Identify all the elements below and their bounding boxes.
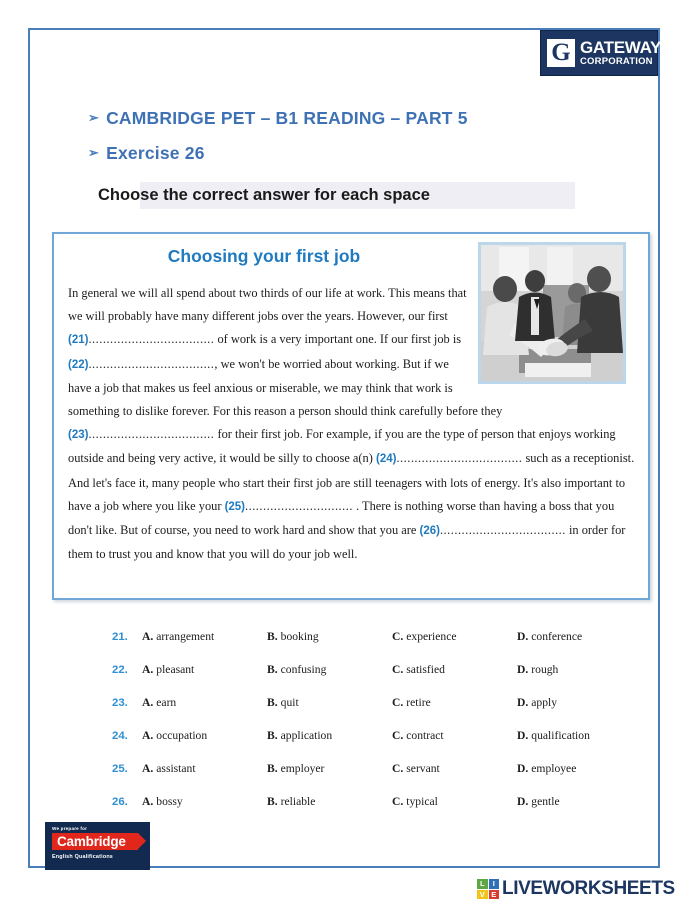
option-word: employer <box>280 762 325 775</box>
gap-number-22: (22) <box>68 358 89 371</box>
question-number-25: 25. <box>112 763 128 775</box>
option-26-a[interactable] <box>142 795 267 808</box>
option-word: conference <box>531 630 583 643</box>
option-word: occupation <box>156 729 208 742</box>
passage-segment: for their first job. For example, if you are the type of person that enjoys working outside and being very active, it would be silly to choose a(n) <box>68 427 616 466</box>
gap-dots-24: ................................... <box>396 451 523 466</box>
option-letter: C. <box>392 630 404 643</box>
gap-dots-25: .............................. <box>245 498 353 513</box>
passage-segment: of work is a very important one. If our first job is <box>214 332 462 347</box>
lw-letter-i: I <box>489 879 500 889</box>
option-23-d[interactable] <box>517 696 642 709</box>
gap-number-24: (24) <box>375 453 397 466</box>
question-number-23: 23. <box>112 697 128 709</box>
option-23-b[interactable] <box>267 696 392 709</box>
option-21-a[interactable] <box>142 630 267 643</box>
answer-row-26 <box>112 795 612 828</box>
option-25-a[interactable] <box>142 762 267 775</box>
option-word: application <box>280 729 333 742</box>
option-letter: D. <box>517 696 529 709</box>
option-letter: D. <box>517 630 529 643</box>
passage-segment: . There is nothing worse than having a boss that you don't like. But of course, you need to work hard and show that you are <box>68 498 615 538</box>
heading-exercise-number <box>88 143 205 164</box>
lw-letter-v: V <box>477 890 488 900</box>
passage-segment: In general we will all spend about two thirds of our life at work. This means that we will probably have many different jobs over the years. However, our first <box>68 286 467 324</box>
cambridge-logo-name: Cambridge <box>57 834 126 849</box>
gateway-corporation-logo <box>540 30 662 76</box>
option-word: booking <box>280 630 319 643</box>
gateway-logo-subtitle: CORPORATION <box>580 56 653 68</box>
option-letter: D. <box>517 762 529 775</box>
option-word: apply <box>531 696 558 709</box>
answer-row-25 <box>112 762 612 795</box>
option-letter: D. <box>517 663 529 676</box>
question-number-26: 26. <box>112 796 128 808</box>
option-25-c[interactable] <box>392 762 517 775</box>
gap-number-26: (26) <box>419 525 440 538</box>
option-word: retire <box>406 696 431 709</box>
gap-dots-21: ................................... <box>88 332 215 347</box>
option-letter: C. <box>392 762 404 775</box>
option-word: arrangement <box>156 630 215 643</box>
reading-passage-box <box>52 232 650 600</box>
heading-exercise-title-text: CAMBRIDGE PET – B1 READING – PART 5 <box>106 108 468 128</box>
option-word: servant <box>406 762 440 775</box>
option-22-b[interactable] <box>267 663 392 676</box>
option-word: satisfied <box>406 663 445 676</box>
option-letter: B. <box>267 762 278 775</box>
gap-number-23: (23) <box>68 429 89 442</box>
option-22-a[interactable] <box>142 663 267 676</box>
liveworksheets-logo[interactable] <box>477 878 675 900</box>
answer-row-22 <box>112 663 612 696</box>
option-letter: D. <box>517 729 529 742</box>
gateway-g-mark-icon: G <box>547 39 575 67</box>
gateway-logo-name: GATEWAY <box>580 38 662 58</box>
option-letter: D. <box>517 795 529 808</box>
arrow-bullet-icon: ➢ <box>88 110 100 125</box>
option-letter: A. <box>142 762 154 775</box>
option-letter: A. <box>142 795 154 808</box>
option-letter: C. <box>392 663 404 676</box>
heading-exercise-title <box>88 108 468 129</box>
option-letter: B. <box>267 630 278 643</box>
passage-segment: in order for them to trust you and know that you will do your job well. <box>68 523 626 562</box>
option-22-c[interactable] <box>392 663 517 676</box>
option-letter: C. <box>392 795 404 808</box>
option-word: pleasant <box>156 663 195 676</box>
option-word: rough <box>531 663 559 676</box>
option-21-d[interactable] <box>517 630 642 643</box>
cambridge-logo-subtitle: English Qualifications <box>52 854 114 860</box>
option-word: contract <box>406 729 444 742</box>
option-25-d[interactable] <box>517 762 642 775</box>
option-word: quit <box>280 696 299 709</box>
option-word: reliable <box>280 795 316 808</box>
cambridge-logo-pretext: We prepare for <box>52 826 88 831</box>
answer-row-21 <box>112 630 612 663</box>
gap-number-25: (25) <box>224 500 246 513</box>
option-letter: C. <box>392 696 404 709</box>
question-number-22: 22. <box>112 664 128 676</box>
option-letter: A. <box>142 663 154 676</box>
option-23-a[interactable] <box>142 696 267 709</box>
option-26-d[interactable] <box>517 795 642 808</box>
liveworksheets-grid-icon <box>477 879 499 899</box>
option-24-a[interactable] <box>142 729 267 742</box>
option-21-c[interactable] <box>392 630 517 643</box>
heading-exercise-number-text: Exercise 26 <box>106 143 205 163</box>
option-word: experience <box>406 630 457 643</box>
option-24-b[interactable] <box>267 729 392 742</box>
passage-segment: , we won't be worried about working. But if we have a job that makes us feel anxious or miserable, we may think that work is something to dislike forever. For this reason a person should think carefully before they <box>68 356 503 419</box>
option-word: employee <box>531 762 577 775</box>
reading-passage-text <box>68 282 638 566</box>
option-24-c[interactable] <box>392 729 517 742</box>
arrow-bullet-icon: ➢ <box>88 145 100 160</box>
option-letter: A. <box>142 696 154 709</box>
question-number-21: 21. <box>112 631 128 643</box>
gateway-logo-text <box>580 39 661 67</box>
option-22-d[interactable] <box>517 663 642 676</box>
option-word: typical <box>406 795 438 808</box>
option-23-c[interactable] <box>392 696 517 709</box>
option-letter: B. <box>267 663 278 676</box>
option-26-b[interactable] <box>267 795 392 808</box>
option-word: bossy <box>156 795 183 808</box>
gap-dots-26: ................................... <box>439 523 566 538</box>
answer-options-list <box>112 630 612 828</box>
question-number-24: 24. <box>112 730 128 742</box>
option-21-b[interactable] <box>267 630 392 643</box>
lw-letter-e: E <box>489 890 500 900</box>
answer-row-24 <box>112 729 612 762</box>
option-word: qualification <box>531 729 590 742</box>
option-24-d[interactable] <box>517 729 642 742</box>
gap-dots-23: ................................... <box>88 427 215 442</box>
option-letter: B. <box>267 795 278 808</box>
option-26-c[interactable] <box>392 795 517 808</box>
option-25-b[interactable] <box>267 762 392 775</box>
reading-passage-title: Choosing your first job <box>167 246 361 266</box>
option-word: confusing <box>280 663 327 676</box>
option-word: gentle <box>531 795 560 808</box>
liveworksheets-wordmark: LIVEWORKSHEETS <box>502 878 675 899</box>
option-letter: B. <box>267 696 278 709</box>
cambridge-english-logo <box>45 822 150 870</box>
gap-number-21: (21) <box>68 334 89 347</box>
option-letter: A. <box>142 630 154 643</box>
gap-dots-22: ................................... <box>88 356 215 371</box>
cambridge-logo-banner <box>52 833 138 850</box>
option-letter: A. <box>142 729 154 742</box>
passage-segment: such as a receptionist. And let's face it, many people who start their first job are still teenagers with lots of energy. It's also important to have a job where you like your <box>68 451 635 513</box>
answer-row-23 <box>112 696 612 729</box>
option-letter: C. <box>392 729 404 742</box>
instruction-text: Choose the correct answer for each space <box>98 186 430 204</box>
photo-text-wrap-spacer <box>470 282 638 390</box>
lw-letter-l: L <box>477 879 488 889</box>
option-letter: B. <box>267 729 278 742</box>
option-word: assistant <box>156 762 196 775</box>
option-word: earn <box>156 696 177 709</box>
